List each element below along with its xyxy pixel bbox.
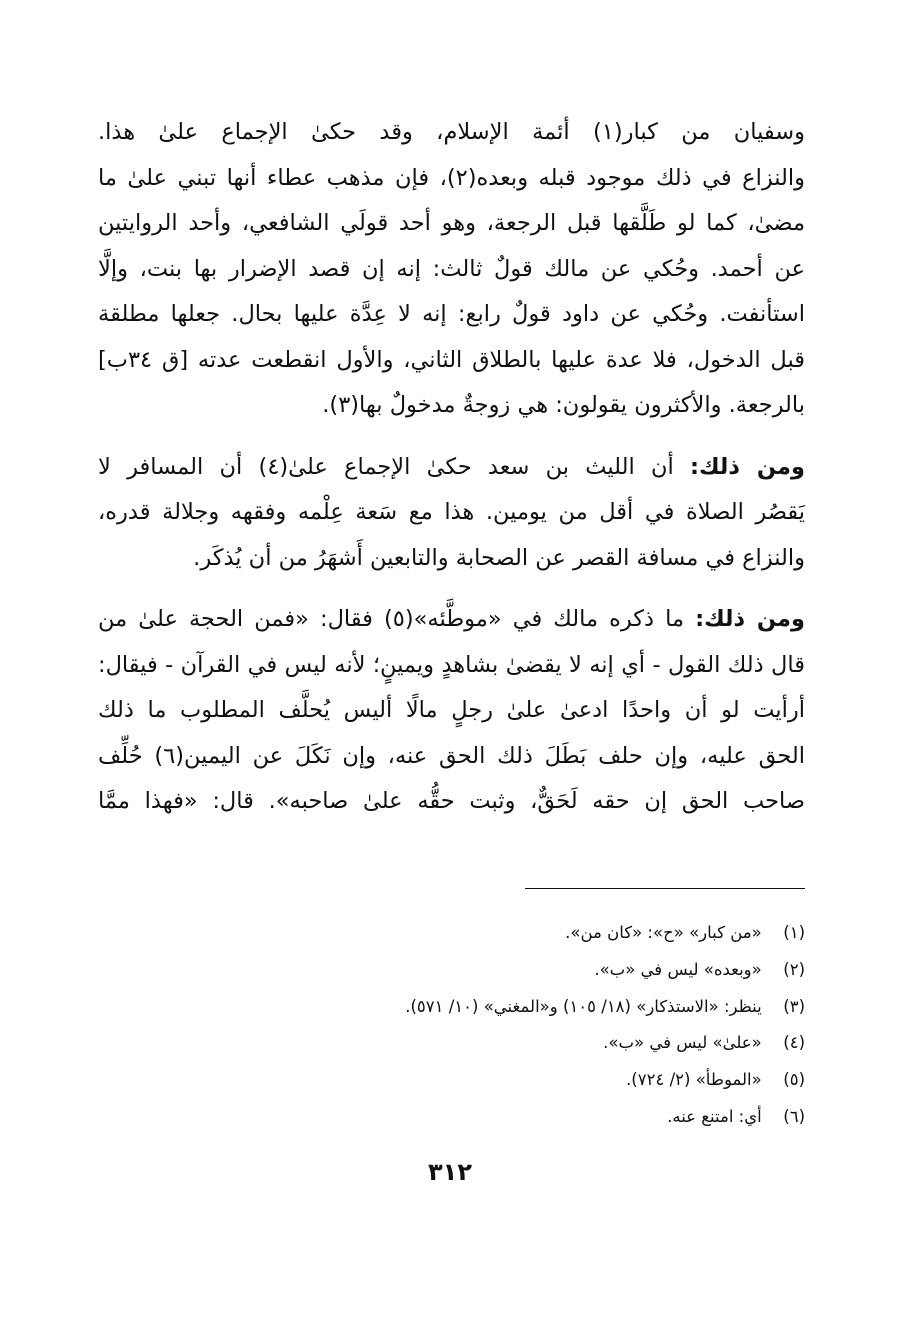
text-line: مضىٰ، كما لو طَلَّقها قبل الرجعة، وهو أحد قولَي الشافعي، وأحد الروايتين [98, 210, 805, 236]
text-line: قال ذلك القول - أي إنه لا يقضىٰ بشاهدٍ ويمينٍ؛ لأنه ليس في القرآن - فيقال: [98, 651, 805, 678]
text-segment: أن الليث بن سعد حكىٰ الإجماع علىٰ(٤) أن المسافر لا [98, 453, 690, 480]
footnote-number: (١) [783, 923, 805, 942]
footnote-item [98, 989, 805, 1026]
footnotes [98, 915, 805, 1136]
paragraph-3 [98, 597, 805, 825]
paragraph-2 [98, 445, 805, 582]
text-line [98, 445, 805, 491]
footnote-item [98, 1099, 805, 1136]
footnote-item [98, 915, 805, 952]
main-text [98, 110, 805, 825]
footnote-number: (٥) [783, 1070, 805, 1090]
text-line: الحق عليه، وإن حلف بَطَلَ ذلك الحق عنه، وإن نَكَلَ عن اليمين(٦) حُلِّف [98, 742, 805, 769]
text-line: يَقصُر الصلاة في أقل من يومين. هذا مع سَعة عِلْمه وفقهه وجلالة قدره، [98, 499, 805, 525]
footnote-text: ينظر: «الاستذكار» (١٨/ ١٠٥) و«المغني» (١٠/ ٥٧١). [405, 996, 762, 1016]
footnote-text: «وبعده» ليس في «ب». [594, 959, 762, 979]
text-segment: ما ذكره مالك في «موطَّئه»(٥) فقال: «فمن الحجة علىٰ من [98, 606, 696, 632]
text-line: أرأيت لو أن واحدًا ادعىٰ علىٰ رجلٍ مالًا أليس يُحلَّف المطلوب ما ذلك [98, 697, 805, 723]
footnote-text: «الموطأ» (٢/ ٧٢٤). [626, 1070, 762, 1090]
text-line: صاحب الحق إن حقه لَحَقٌّ، وثبت حقُّه علىٰ صاحبه». قال: «فهذا ممَّا [98, 788, 805, 814]
footnote-item [98, 1062, 805, 1099]
paragraph-1 [98, 110, 805, 429]
text-line: عن أحمد. وحُكي عن مالك قولٌ ثالث: إنه إن قصد الإضرار بها بنت، وإلَّا [98, 255, 805, 282]
text-line: وسفيان من كبار(١) أئمة الإسلام، وقد حكىٰ الإجماع علىٰ هذا. [98, 119, 805, 145]
footnote-item [98, 1025, 805, 1062]
footnote-number: (٢) [783, 959, 805, 979]
footnote-separator [525, 888, 805, 889]
page-number: ٣١٢ [428, 1158, 472, 1186]
text-line [98, 597, 805, 643]
footnote-text: «علىٰ» ليس في «ب». [603, 1033, 762, 1053]
footnote-text: «من كبار» «ح»: «كان من». [565, 923, 762, 942]
footnote-text: أي: امتنع عنه. [667, 1106, 762, 1126]
footnote-number: (٤) [783, 1033, 805, 1053]
text-line: والنزاع في ذلك موجود قبله وبعده(٢)، فإن مذهب عطاء أنها تبني علىٰ ما [98, 164, 805, 191]
text-line: قبل الدخول، فلا عدة عليها بالطلاق الثاني، والأول انقطعت عدته [ق ٣٤ب] [98, 346, 805, 373]
footnote-item [98, 952, 805, 989]
text-line: والنزاع في مسافة القصر عن الصحابة والتابعين أَشهَرُ من أن يُذكَر. [193, 544, 805, 571]
footnote-number: (٣) [783, 996, 805, 1016]
footnote-number: (٦) [783, 1106, 805, 1126]
text-line: استأنفت. وحُكي عن داود قولٌ رابع: إنه لا عِدَّة عليها بحال. جعلها مطلقة [98, 301, 805, 327]
text-line: بالرجعة. والأكثرون يقولون: هي زوجةٌ مدخولٌ بها(٣). [322, 392, 805, 418]
section-keyword: ومن ذلك: [689, 453, 805, 480]
section-keyword: ومن ذلك: [695, 606, 805, 632]
